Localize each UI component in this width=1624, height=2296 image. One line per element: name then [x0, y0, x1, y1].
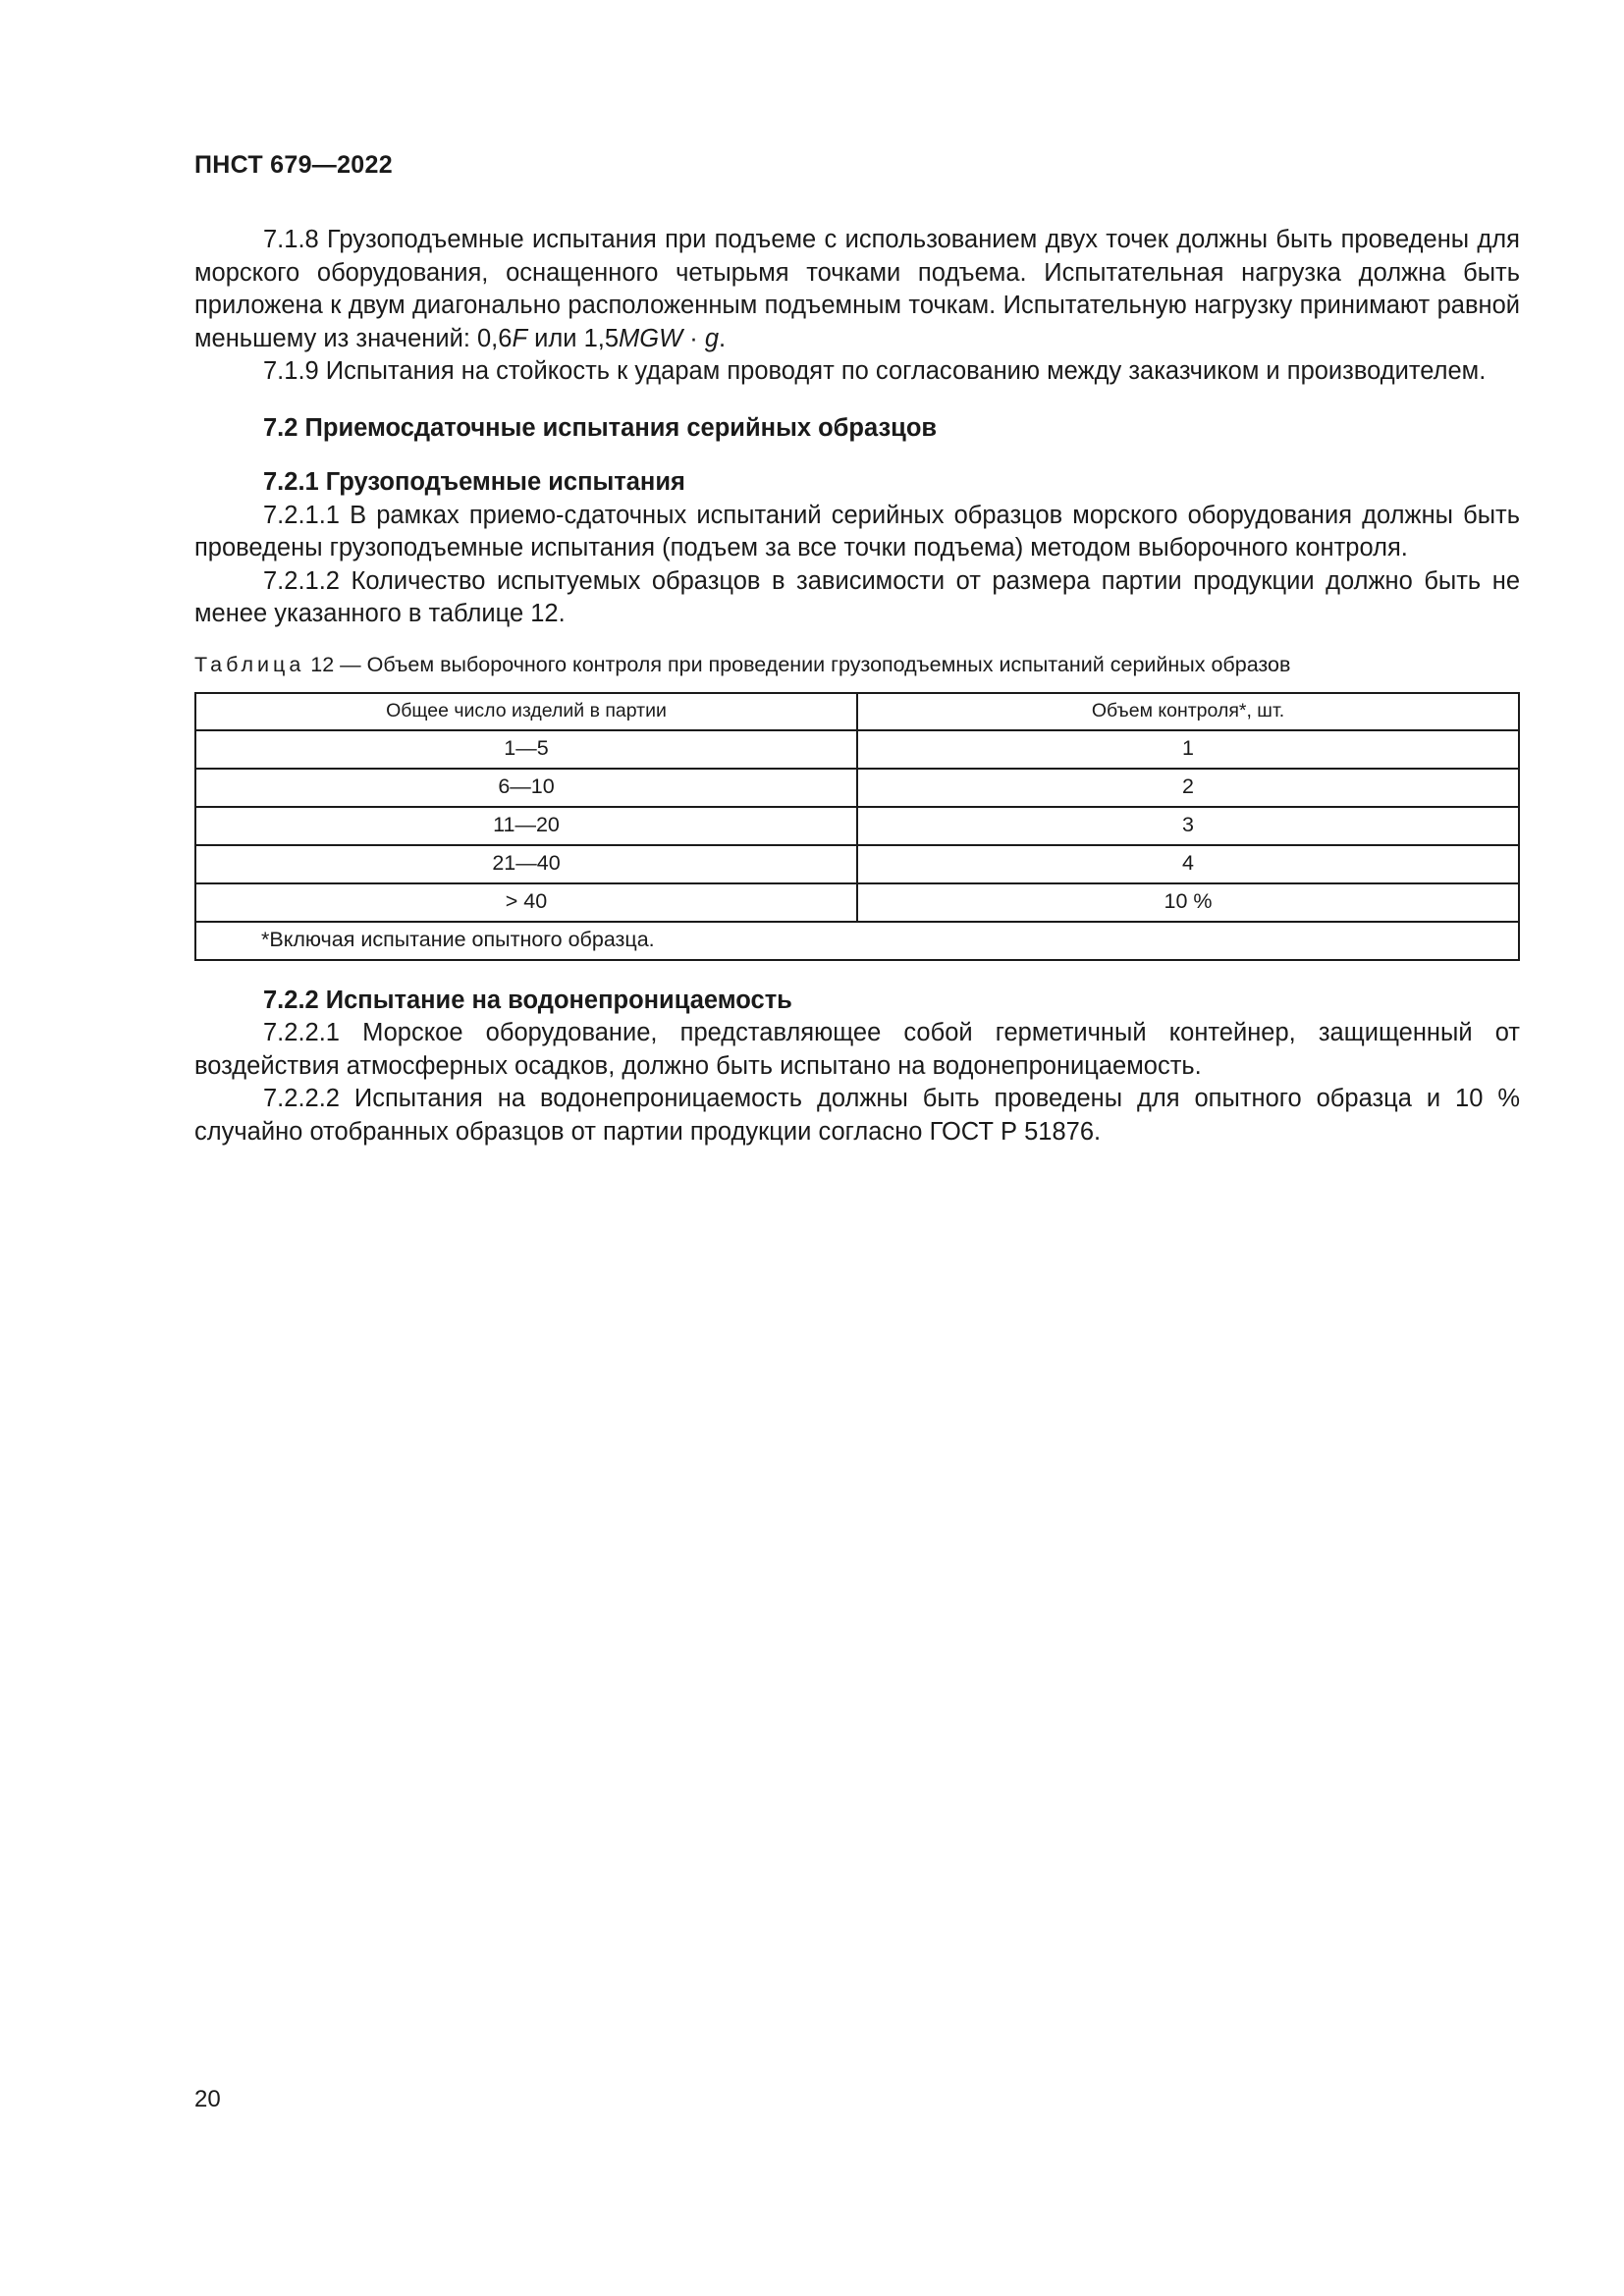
- page-content: [194, 224, 1520, 1148]
- table-row: [195, 730, 1519, 769]
- table-caption-text: 12 — Объем выборочного контроля при проведении грузоподъемных испытаний серийных образов: [304, 652, 1291, 676]
- table-row: [195, 845, 1519, 883]
- table-header-row: [195, 693, 1519, 730]
- cell-control-volume: 1: [857, 730, 1519, 769]
- cell-batch-size: 6—10: [195, 769, 857, 807]
- heading-7-2-2: 7.2.2 Испытание на водонепроницаемость: [263, 986, 792, 1014]
- paragraph-7-1-8-end: .: [719, 324, 727, 352]
- table-footnote: *Включая испытание опытного образца.: [195, 922, 1519, 960]
- paragraph-7-2-1-2: 7.2.1.2 Количество испытуемых образцов в зависимости от размера партии продукции должно быть не менее указанного в таблице 12.: [194, 566, 1520, 627]
- document-code-header: ПНСТ 679—2022: [194, 151, 393, 179]
- cell-control-volume: 3: [857, 807, 1519, 845]
- cell-batch-size: > 40: [195, 883, 857, 922]
- table-caption-label: Таблица: [194, 652, 305, 676]
- formula-var-mgw: MGW: [619, 324, 683, 352]
- table-row: [195, 807, 1519, 845]
- paragraph-7-2-2-1: 7.2.2.1 Морское оборудование, представляющее собой герметичный контейнер, защищенный от воздействия атмосферных осадков, должно быть испытано на водонепроницаемость.: [194, 1019, 1520, 1080]
- formula-dot: ·: [682, 324, 705, 352]
- column-header-control-volume: Объем контроля*, шт.: [857, 693, 1519, 730]
- page-number: 20: [194, 2086, 221, 2112]
- paragraph-7-1-8-mid: или 1,5: [527, 324, 620, 352]
- table-12: [194, 692, 1520, 961]
- table-row: [195, 769, 1519, 807]
- cell-control-volume: 4: [857, 845, 1519, 883]
- paragraph-7-2-1-1: 7.2.1.1 В рамках приемо-сдаточных испытаний серийных образцов морского оборудования должны быть проведены грузоподъемные испытания (подъем за все точки подъема) методом выборочного контроля.: [194, 501, 1520, 561]
- column-header-batch-size: Общее число изделий в партии: [195, 693, 857, 730]
- paragraph-7-1-8-text: 7.1.8 Грузоподъемные испытания при подъеме с использованием двух точек должны быть проведены для морского оборудования, оснащенного четырьмя точками подъема. Испытательная нагрузка должна быть приложена к двум диагонально расположенным подъемным точкам. Испытательную нагрузку принимают равной меньшему из значений: 0,6: [194, 226, 1520, 352]
- cell-control-volume: 10 %: [857, 883, 1519, 922]
- table-12-caption: [194, 651, 1520, 678]
- cell-control-volume: 2: [857, 769, 1519, 807]
- paragraph-7-1-8: [194, 224, 1520, 355]
- paragraph-7-1-9: 7.1.9 Испытания на стойкость к ударам проводят по согласованию между заказчиком и производителем.: [263, 357, 1487, 385]
- heading-7-2: 7.2 Приемосдаточные испытания серийных образцов: [263, 413, 938, 442]
- table-footnote-row: [195, 922, 1519, 960]
- cell-batch-size: 1—5: [195, 730, 857, 769]
- table-row: [195, 883, 1519, 922]
- cell-batch-size: 21—40: [195, 845, 857, 883]
- formula-var-g: g: [704, 324, 720, 352]
- cell-batch-size: 11—20: [195, 807, 857, 845]
- heading-7-2-1: 7.2.1 Грузоподъемные испытания: [263, 468, 685, 496]
- formula-var-f: F: [512, 324, 528, 352]
- paragraph-7-2-2-2: 7.2.2.2 Испытания на водонепроницаемость должны быть проведены для опытного образца и 10 % случайно отобранных образцов от партии продукции согласно ГОСТ Р 51876.: [194, 1085, 1520, 1146]
